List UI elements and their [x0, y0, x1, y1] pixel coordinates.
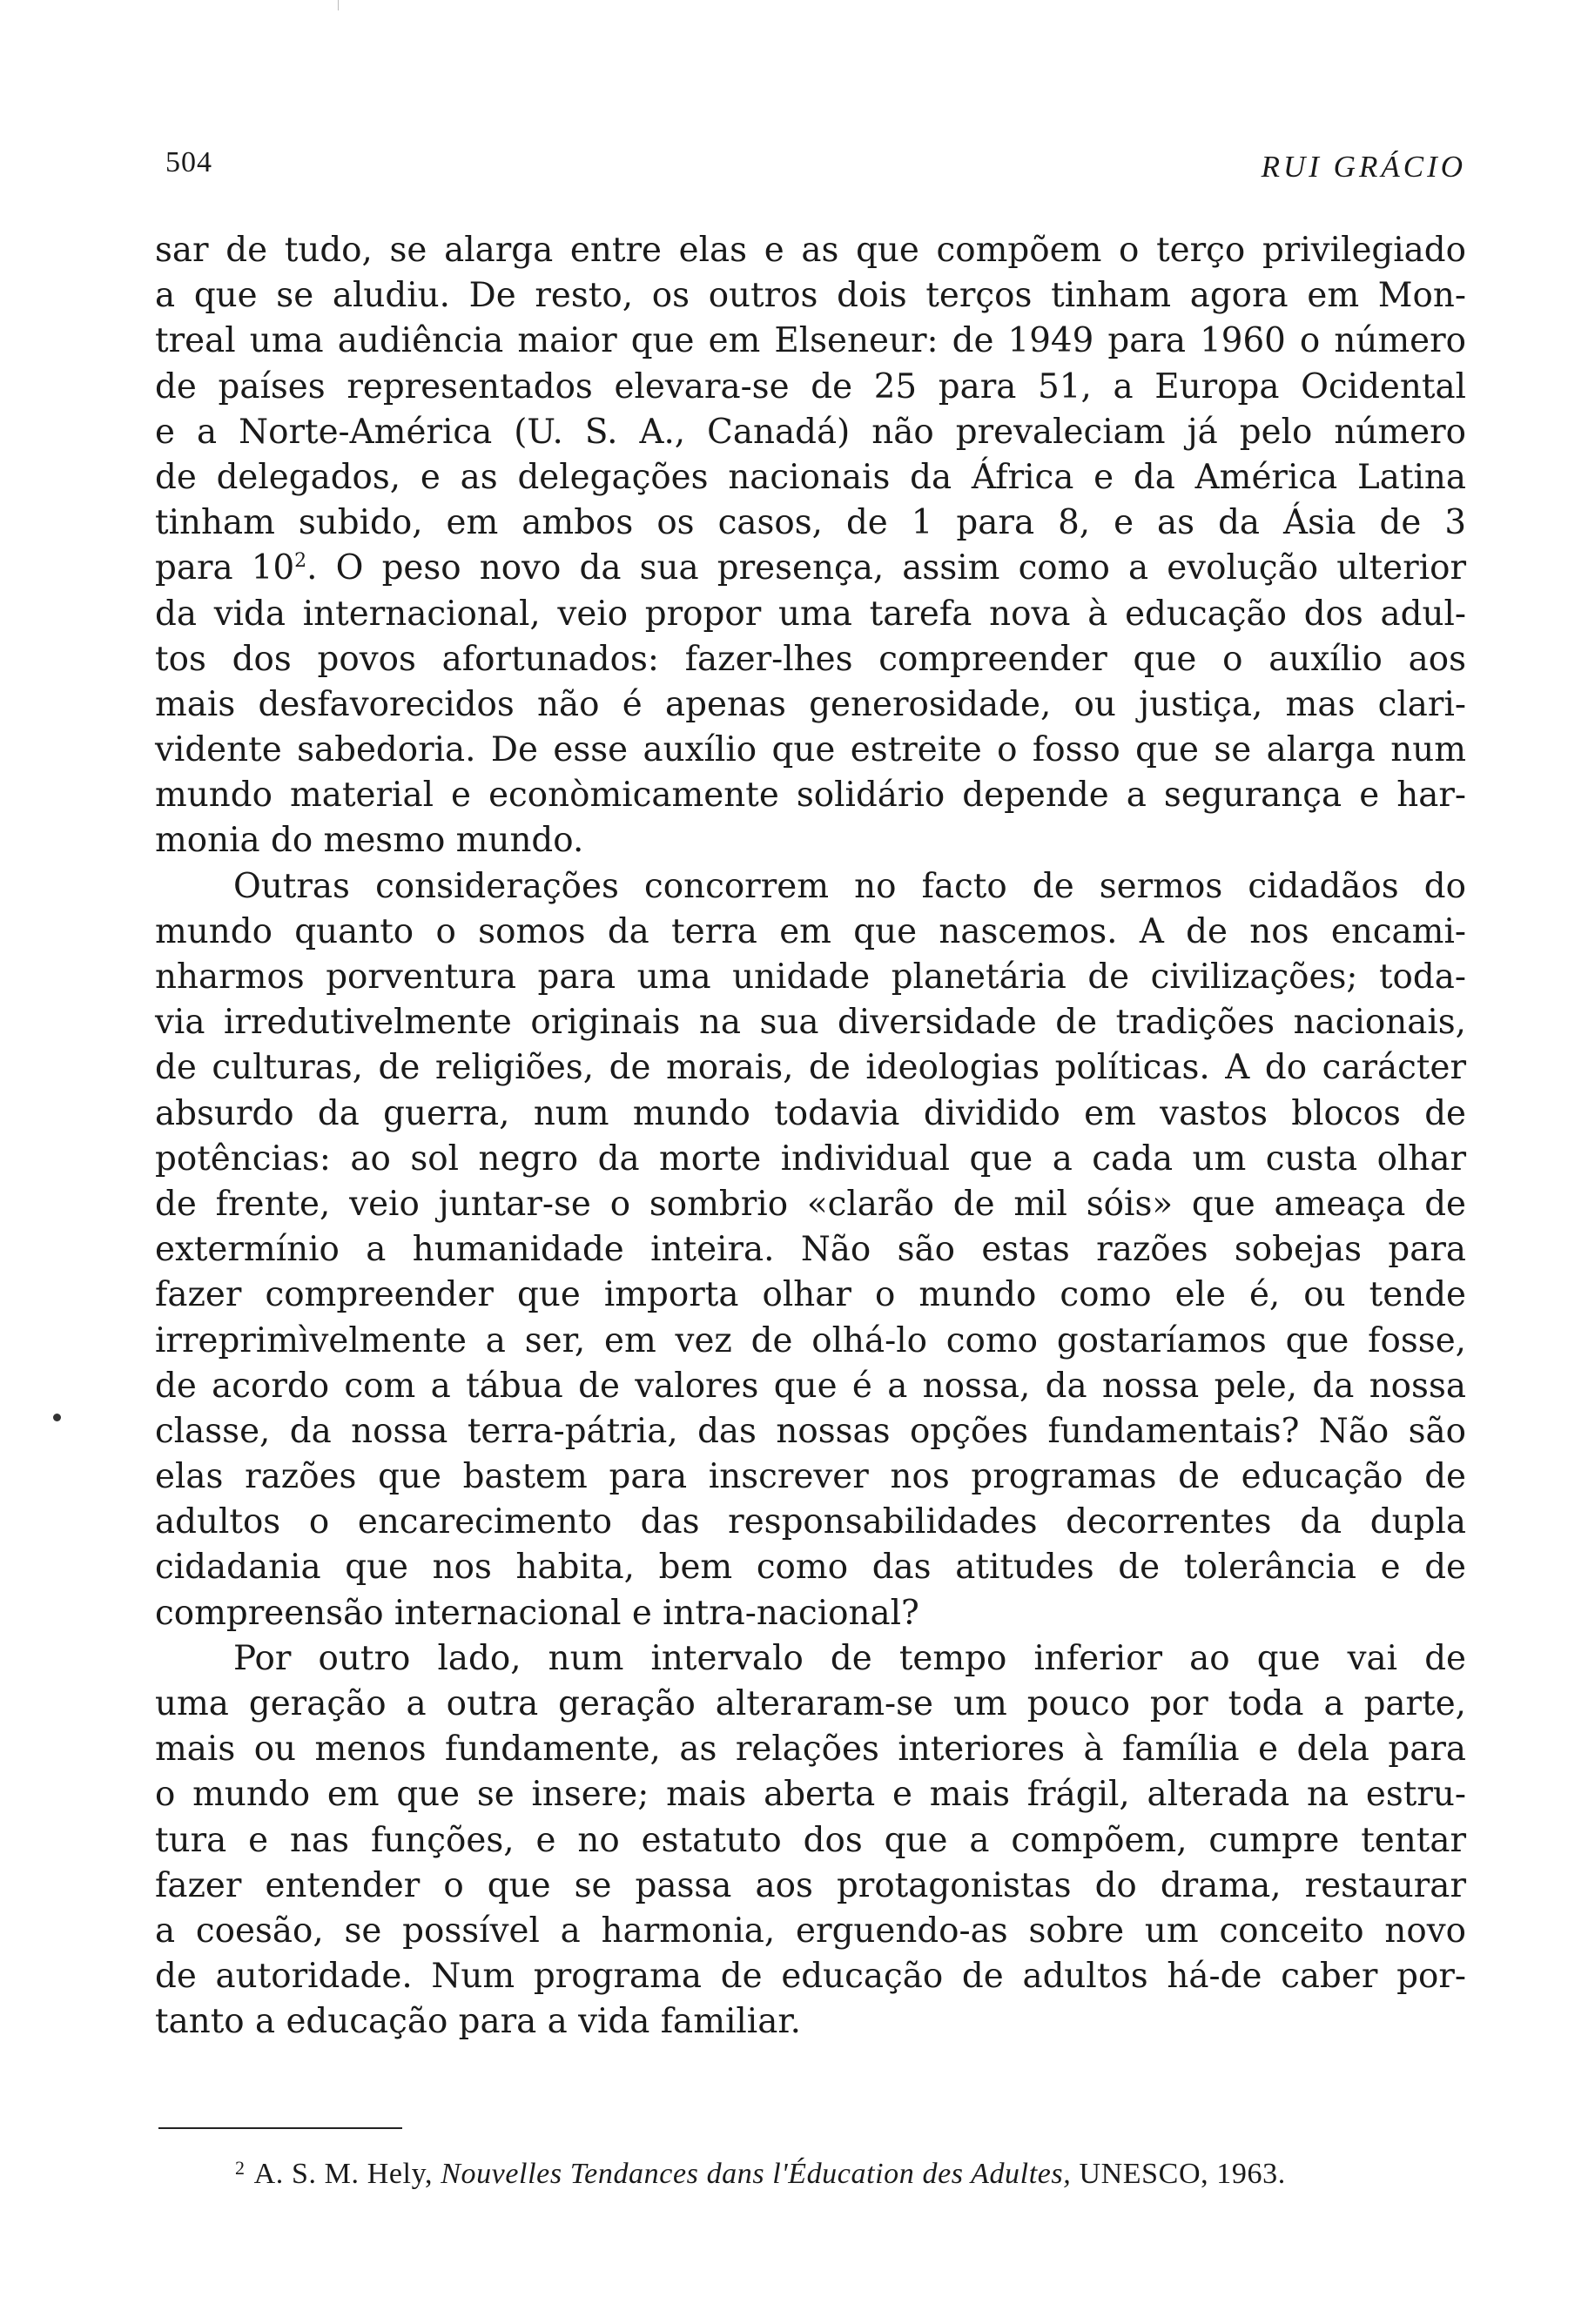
text-line: sar de tudo, se alarga entre elas e as que compõem o terço privilegiado	[155, 231, 1466, 270]
text-line: tanto a educação para a vida familiar.	[155, 2002, 801, 2042]
text-fragment: para 10	[155, 548, 295, 588]
scan-speck	[53, 1414, 61, 1421]
text-line: mundo quanto o somos da terra em que nascemos. A de nos encami-	[155, 911, 1466, 951]
footnote	[235, 2157, 1286, 2191]
text-line: adultos o encarecimento das responsabilidades decorrentes da dupla	[155, 1502, 1466, 1542]
text-line-with-footnote	[155, 546, 1466, 591]
text-line: classe, da nossa terra-pátria, das nossas opções fundamentais? Não são	[155, 1411, 1466, 1451]
text-line: fazer entender o que se passa aos protagonistas do drama, restaurar	[155, 1865, 1466, 1905]
paragraph-3	[155, 1636, 1466, 2045]
text-line: uma geração a outra geração alteraram-se um pouco por toda a parte,	[155, 1684, 1466, 1723]
text-line: fazer compreender que importa olhar o mundo como ele é, ou tende	[155, 1275, 1466, 1315]
text-line: monia do mesmo mundo.	[155, 821, 584, 861]
scan-mark	[338, 0, 339, 10]
text-line: irreprimìvelmente a ser, em vez de olhá-lo como gostaríamos que fosse,	[155, 1320, 1466, 1360]
text-line: mundo material e econòmicamente solidário depende a segurança e har-	[155, 776, 1466, 816]
text-line: o mundo em que se insere; mais aberta e mais frágil, alterada na estru-	[155, 1775, 1466, 1815]
running-title: RUI GRÁCIO	[1261, 150, 1466, 184]
text-line: de acordo com a tábua de valores que é a nossa, da nossa pele, da nossa	[155, 1366, 1466, 1406]
text-line: da vida internacional, veio propor uma tarefa nova à educação dos adul-	[155, 594, 1466, 634]
text-line: tos dos povos afortunados: fazer-lhes compreender que o auxílio aos	[155, 639, 1466, 679]
text-line: extermínio a humanidade inteira. Não são estas razões sobejas para	[155, 1230, 1466, 1270]
running-head	[155, 146, 1466, 190]
text-line: via irredutivelmente originais na sua diversidade de tradições nacionais,	[155, 1003, 1466, 1043]
text-fragment: . O peso novo da sua presença, assim como a evolução ulterior	[306, 548, 1467, 588]
text-line: tinham subido, em ambos os casos, de 1 para 8, e as da Ásia de 3	[155, 503, 1466, 543]
footnote-mark: 2	[235, 2157, 246, 2179]
text-line: tura e nas funções, e no estatuto dos que a compõem, cumpre tentar	[155, 1820, 1466, 1860]
footnote-reference: 2	[294, 550, 307, 573]
text-line: cidadania que nos habita, bem como das atitudes de tolerância e de	[155, 1548, 1466, 1588]
text-line: potências: ao sol negro da morte individual que a cada um custa olhar	[155, 1138, 1466, 1179]
text-line: Por outro lado, num intervalo de tempo inferior ao que vai de	[233, 1638, 1466, 1678]
text-line: nharmos porventura para uma unidade planetária de civilizações; toda-	[155, 957, 1466, 997]
text-line: treal uma audiência maior que em Elseneur: de 1949 para 1960 o número	[155, 321, 1466, 361]
paragraph-1	[155, 228, 1466, 864]
footnote-divider	[158, 2127, 402, 2129]
text-line: absurdo da guerra, num mundo todavia dividido em vastos blocos de	[155, 1093, 1466, 1133]
text-line: mais desfavorecidos não é apenas generosidade, ou justiça, mas clari-	[155, 684, 1466, 724]
text-line: mais ou menos fundamente, as relações interiores à família e dela para	[155, 1730, 1466, 1770]
text-line: compreensão internacional e intra-nacional?	[155, 1593, 919, 1633]
text-line: a coesão, se possível a harmonia, erguendo-as sobre um conceito novo	[155, 1911, 1466, 1951]
footnote-title: Nouvelles Tendances dans l'Éducation des Adultes,	[441, 2158, 1072, 2190]
text-line: vidente sabedoria. De esse auxílio que estreite o fosso que se alarga num	[155, 730, 1466, 770]
text-line: Outras considerações concorrem no facto de sermos cidadãos do	[233, 866, 1466, 906]
text-line: de autoridade. Num programa de educação de adultos há-de caber por-	[155, 1957, 1466, 1997]
text-line: de países representados elevara-se de 25 para 51, a Europa Ocidental	[155, 366, 1466, 406]
text-line: de culturas, de religiões, de morais, de ideologias políticas. A do carácter	[155, 1048, 1466, 1088]
footnote-author: A. S. M. Hely,	[253, 2158, 434, 2190]
body-text	[155, 228, 1466, 2045]
paragraph-2	[155, 864, 1466, 1636]
footnote-publisher: UNESCO, 1963.	[1079, 2158, 1286, 2190]
text-line: a que se aludiu. De resto, os outros dois terços tinham agora em Mon-	[155, 276, 1466, 316]
text-line: elas razões que bastem para inscrever nos programas de educação de	[155, 1457, 1466, 1497]
page-number: 504	[165, 146, 212, 178]
text-line: e a Norte-América (U. S. A., Canadá) não prevaleciam já pelo número	[155, 412, 1466, 452]
text-line: de frente, veio juntar-se o sombrio «clarão de mil sóis» que ameaça de	[155, 1184, 1466, 1224]
text-line: de delegados, e as delegações nacionais da África e da América Latina	[155, 457, 1466, 497]
